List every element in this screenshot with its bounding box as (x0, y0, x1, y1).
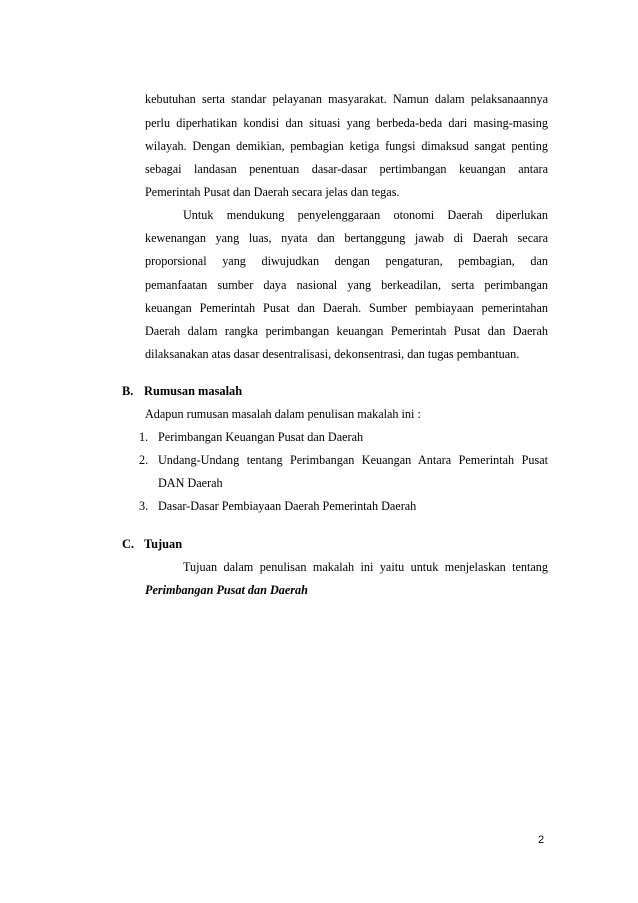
list-text: DAN Daerah (158, 476, 223, 490)
section-letter: B. (122, 384, 134, 398)
paragraph-line: kewenangan yang luas, nyata dan bertanggung jawab di Daerah secara (145, 231, 548, 245)
page-number: 2 (538, 834, 545, 846)
section-heading-b (122, 383, 242, 399)
section-intro: Adapun rumusan masalah dalam penulisan makalah ini : (145, 407, 421, 421)
paragraph-line: perlu diperhatikan kondisi dan situasi yang berbeda-beda dari masing-masing (145, 116, 548, 130)
list-text: Dasar-Dasar Pembiayaan Daerah Pemerintah Daerah (158, 499, 417, 513)
section-title: Tujuan (144, 537, 183, 551)
paragraph-line: Pemerintah Pusat dan Daerah secara jelas dan tegas. (145, 185, 400, 199)
paragraph-line: Tujuan dalam penulisan makalah ini yaitu untuk menjelaskan tentang (183, 560, 548, 574)
paragraph-line: sebagai landasan penentuan dasar-dasar pertimbangan keuangan antara (145, 162, 548, 176)
list-text: Perimbangan Keuangan Pusat dan Daerah (158, 430, 364, 444)
list-text: Undang-Undang tentang Perimbangan Keuangan Antara Pemerintah Pusat (158, 453, 548, 467)
section-heading-c (122, 536, 182, 552)
section-letter: C. (122, 537, 135, 551)
list-number: 2. (139, 453, 149, 467)
paragraph-line: Untuk mendukung penyelenggaraan otonomi Daerah diperlukan (183, 208, 548, 222)
list-number: 1. (139, 430, 149, 444)
list-number: 3. (139, 499, 149, 513)
paragraph-line: keuangan Pemerintah Pusat dan Daerah. Sumber pembiayaan pemerintahan (145, 301, 548, 315)
paragraph-line: wilayah. Dengan demikian, pembagian ketiga fungsi dimaksud sangat penting (145, 139, 548, 153)
paragraph-line: dilaksanakan atas dasar desentralisasi, dekonsentrasi, dan tugas pembantuan. (145, 347, 520, 361)
paragraph-line: Daerah dalam rangka perimbangan keuangan Pemerintah Pusat dan Daerah (145, 324, 548, 338)
paragraph-line: pemanfaatan sumber daya nasional yang berkeadilan, serta perimbangan (145, 278, 548, 292)
paragraph-line: kebutuhan serta standar pelayanan masyarakat. Namun dalam pelaksanaannya (145, 92, 548, 106)
paragraph-line: proporsional yang diwujudkan dengan pengaturan, pembagian, dan (145, 254, 548, 268)
section-title: Rumusan masalah (144, 384, 243, 398)
emphasized-phrase: Perimbangan Pusat dan Daerah (145, 583, 308, 597)
